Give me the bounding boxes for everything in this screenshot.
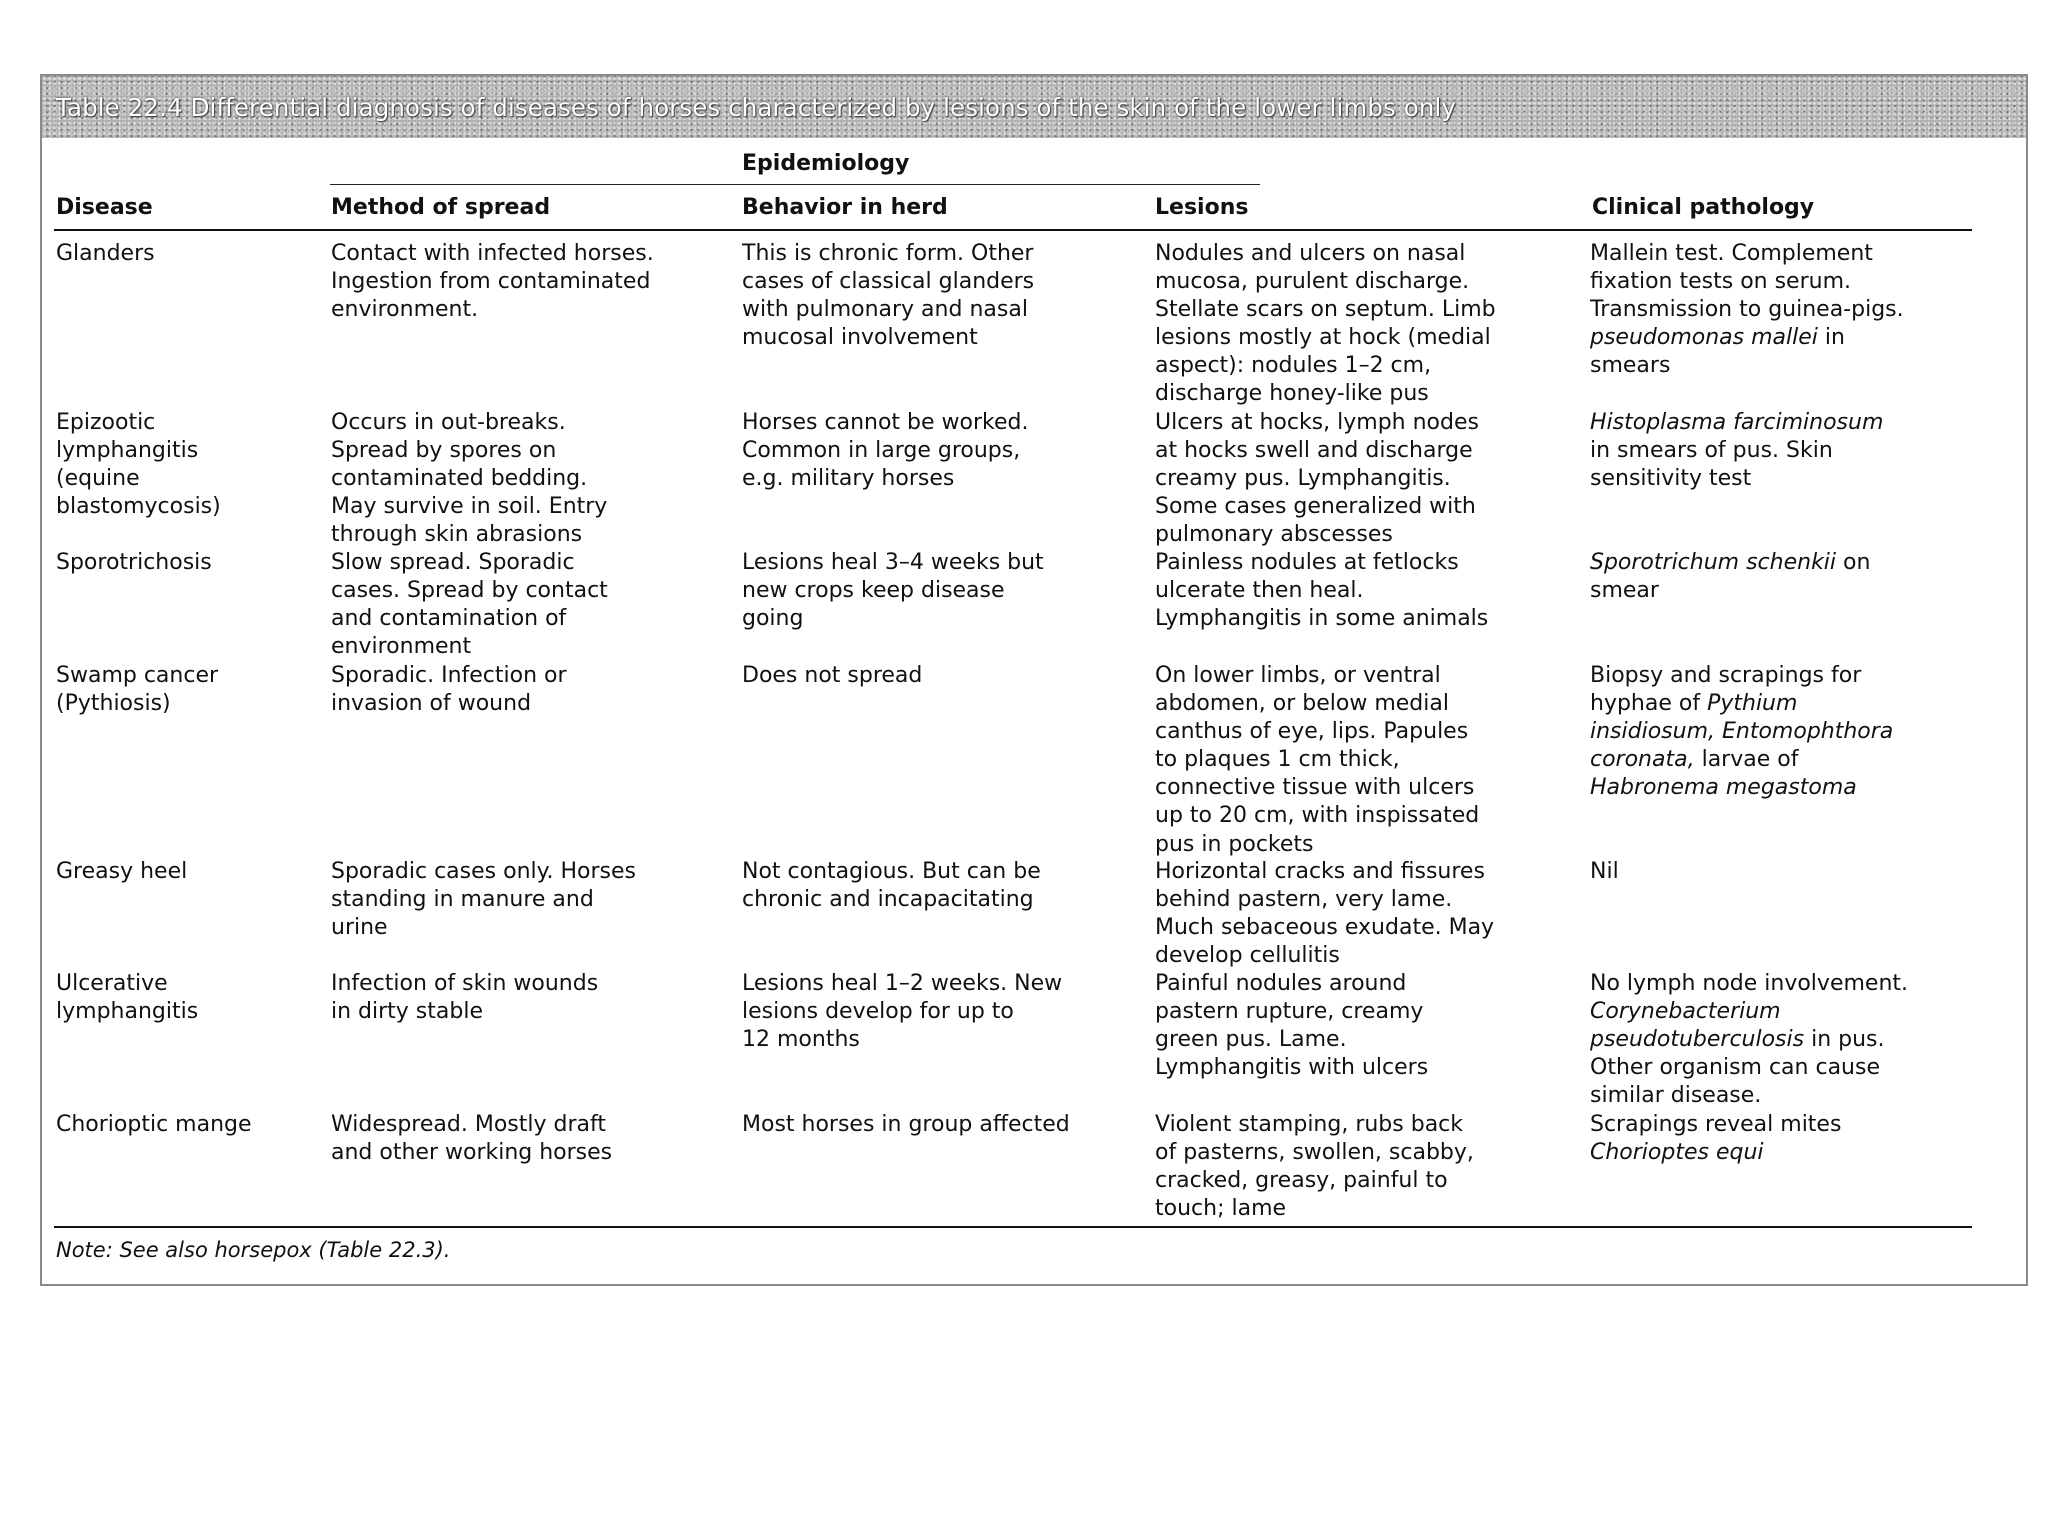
cell-line: creamy pus. Lymphangitis.	[1155, 466, 1451, 492]
cell-line: Does not spread	[742, 663, 923, 688]
cell-line: mucosa, purulent discharge.	[1155, 269, 1470, 295]
cell-line: (equine	[56, 466, 140, 492]
table-cell-disease	[56, 549, 212, 577]
cell-line: cases. Spread by contact	[331, 578, 608, 604]
cell-line: coronata, larvae of	[1590, 747, 1799, 773]
cell-line: Lesions heal 3–4 weeks but	[742, 550, 1044, 575]
cell-line: Habronema megastoma	[1590, 775, 1857, 801]
table-cell-disease	[56, 970, 198, 1026]
cell-line: connective tissue with ulcers	[1155, 775, 1475, 801]
cell-line: On lower limbs, or ventral	[1155, 663, 1441, 688]
table-cell-method	[331, 662, 567, 718]
table-cell-behavior	[742, 1111, 1070, 1139]
cell-line: Mallein test. Complement	[1590, 241, 1873, 266]
cell-line: Corynebacterium	[1590, 999, 1781, 1025]
cell-line: insidiosum, Entomophthora	[1590, 719, 1894, 745]
cell-line: Chorioptic mange	[56, 1112, 252, 1137]
table-cell-clinical	[1590, 1111, 1841, 1167]
epidemiology-underline	[330, 184, 1260, 185]
table-cell-behavior	[742, 858, 1041, 914]
cell-line: Some cases generalized with	[1155, 494, 1476, 520]
col-header-disease: Disease	[56, 195, 153, 220]
cell-line: cracked, greasy, painful to	[1155, 1168, 1448, 1194]
cell-line: develop cellulitis	[1155, 943, 1340, 969]
table-cell-behavior	[742, 409, 1028, 493]
cell-line: Transmission to guinea-pigs.	[1590, 297, 1904, 323]
col-header-lesions: Lesions	[1155, 195, 1249, 220]
table-cell-disease	[56, 1111, 252, 1139]
cell-line: to plaques 1 cm thick,	[1155, 747, 1400, 773]
cell-line: touch; lame	[1155, 1196, 1287, 1222]
table-cell-clinical	[1590, 970, 1908, 1110]
cell-line: lymphangitis	[56, 999, 199, 1025]
table-cell-method	[331, 409, 607, 549]
cell-line: green pus. Lame.	[1155, 1027, 1347, 1053]
cell-line: and other working horses	[331, 1140, 613, 1166]
table-cell-method	[331, 240, 654, 324]
cell-line: similar disease.	[1590, 1083, 1762, 1109]
cell-line: discharge honey-like pus	[1155, 381, 1429, 407]
cell-line: ulcerate then heal.	[1155, 578, 1364, 604]
table-title: Table 22.4 Differential diagnosis of diseases of horses characterized by lesions of the skin of the lower limbs only	[56, 92, 1456, 122]
cell-line: Greasy heel	[56, 859, 188, 884]
cell-line: Ingestion from contaminated	[331, 269, 651, 295]
table-cell-clinical	[1590, 549, 1870, 605]
cell-line: sensitivity test	[1590, 466, 1752, 492]
col-header-method: Method of spread	[331, 195, 551, 220]
table-cell-method	[331, 1111, 612, 1167]
cell-line: Sporotrichum schenkii on	[1590, 550, 1871, 575]
cell-line: e.g. military horses	[742, 466, 955, 492]
cell-line: lesions develop for up to	[742, 999, 1014, 1025]
table-cell-behavior	[742, 240, 1034, 352]
cell-line: fixation tests on serum.	[1590, 269, 1852, 295]
table-cell-lesions	[1155, 970, 1428, 1082]
table-cell-behavior	[742, 549, 1044, 633]
table-cell-clinical	[1590, 858, 1619, 886]
cell-line: pseudotuberculosis in pus.	[1590, 1027, 1885, 1053]
cell-line: blastomycosis)	[56, 494, 221, 520]
cell-line: This is chronic form. Other	[742, 241, 1034, 266]
table-cell-clinical	[1590, 240, 1904, 380]
cell-line: No lymph node involvement.	[1590, 971, 1909, 996]
cell-line: Lesions heal 1–2 weeks. New	[742, 971, 1063, 996]
table-cell-clinical	[1590, 409, 1883, 493]
cell-line: Sporadic. Infection or	[331, 663, 567, 688]
cell-line: invasion of wound	[331, 691, 532, 717]
table-cell-disease	[56, 409, 221, 521]
cell-line: chronic and incapacitating	[742, 887, 1034, 913]
table-cell-method	[331, 858, 636, 942]
cell-line: Occurs in out-breaks.	[331, 410, 566, 435]
table-cell-behavior	[742, 970, 1062, 1054]
cell-line: Horizontal cracks and fissures	[1155, 859, 1485, 884]
cell-line: Ulcerative	[56, 971, 168, 996]
cell-line: Nodules and ulcers on nasal	[1155, 241, 1466, 266]
col-header-behavior: Behavior in herd	[742, 195, 948, 220]
cell-line: Infection of skin wounds	[331, 971, 599, 996]
table-cell-method	[331, 549, 608, 661]
cell-line: up to 20 cm, with inspissated	[1155, 803, 1480, 829]
cell-line: lymphangitis	[56, 438, 199, 464]
table-cell-lesions	[1155, 409, 1479, 549]
cell-line: pus in pockets	[1155, 831, 1314, 857]
cell-line: Epizootic	[56, 410, 156, 435]
table-cell-method	[331, 970, 598, 1026]
cell-line: Sporotrichosis	[56, 550, 212, 575]
cell-line: contaminated bedding.	[331, 466, 588, 492]
cell-line: pseudomonas mallei in	[1590, 325, 1845, 351]
cell-line: going	[742, 606, 804, 632]
cell-line: Nil	[1590, 859, 1619, 884]
cell-line: with pulmonary and nasal	[742, 297, 1028, 323]
cell-line: Glanders	[56, 241, 155, 266]
cell-line: Common in large groups,	[742, 438, 1021, 464]
cell-line: Histoplasma farciminosum	[1590, 410, 1884, 435]
cell-line: cases of classical glanders	[742, 269, 1035, 295]
cell-line: at hocks swell and discharge	[1155, 438, 1473, 464]
cell-line: Lymphangitis with ulcers	[1155, 1055, 1429, 1081]
cell-line: canthus of eye, lips. Papules	[1155, 719, 1469, 745]
cell-line: urine	[331, 915, 388, 941]
cell-line: Biopsy and scrapings for	[1590, 663, 1862, 688]
table-bottom-rule	[54, 1226, 1972, 1228]
cell-line: Spread by spores on	[331, 438, 557, 464]
cell-line: Scrapings reveal mites	[1590, 1112, 1842, 1137]
col-header-clinical: Clinical pathology	[1592, 195, 1815, 220]
cell-line: pulmonary abscesses	[1155, 522, 1393, 548]
table-cell-disease	[56, 662, 218, 718]
cell-line: Lymphangitis in some animals	[1155, 606, 1489, 632]
cell-line: in dirty stable	[331, 999, 483, 1025]
cell-line: (Pythiosis)	[56, 691, 171, 717]
cell-line: new crops keep disease	[742, 578, 1005, 604]
table-note: Note: See also horsepox (Table 22.3).	[56, 1238, 451, 1262]
table-title-bar	[42, 76, 2026, 138]
cell-line: mucosal involvement	[742, 325, 978, 351]
table-cell-lesions	[1155, 240, 1496, 409]
cell-line: Most horses in group affected	[742, 1112, 1070, 1137]
cell-line: and contamination of	[331, 606, 567, 632]
cell-line: smear	[1590, 578, 1659, 604]
cell-line: Ulcers at hocks, lymph nodes	[1155, 410, 1479, 435]
table-cell-clinical	[1590, 662, 1893, 802]
table-cell-lesions	[1155, 662, 1479, 859]
cell-line: of pasterns, swollen, scabby,	[1155, 1140, 1474, 1166]
cell-line: pastern rupture, creamy	[1155, 999, 1424, 1025]
header-bottom-rule	[54, 229, 1972, 231]
cell-line: Slow spread. Sporadic	[331, 550, 575, 575]
table-cell-behavior	[742, 662, 922, 690]
cell-line: Contact with infected horses.	[331, 241, 654, 266]
cell-line: May survive in soil. Entry	[331, 494, 608, 520]
cell-line: hyphae of Pythium	[1590, 691, 1798, 717]
cell-line: Swamp cancer	[56, 663, 219, 688]
cell-line: in smears of pus. Skin	[1590, 438, 1833, 464]
cell-line: Stellate scars on septum. Limb	[1155, 297, 1496, 323]
cell-line: Painless nodules at fetlocks	[1155, 550, 1459, 575]
table-cell-disease	[56, 858, 187, 886]
cell-line: Horses cannot be worked.	[742, 410, 1029, 435]
table-cell-lesions	[1155, 549, 1488, 633]
cell-line: environment.	[331, 297, 479, 323]
cell-line: Chorioptes equi	[1590, 1140, 1764, 1166]
cell-line: Much sebaceous exudate. May	[1155, 915, 1495, 941]
table-cell-lesions	[1155, 858, 1494, 970]
cell-line: Painful nodules around	[1155, 971, 1407, 996]
cell-line: behind pastern, very lame.	[1155, 887, 1453, 913]
cell-line: through skin abrasions	[331, 522, 583, 548]
cell-line: Other organism can cause	[1590, 1055, 1880, 1081]
cell-line: abdomen, or below medial	[1155, 691, 1449, 717]
table-cell-disease	[56, 240, 155, 268]
cell-line: smears	[1590, 353, 1671, 379]
cell-line: Widespread. Mostly draft	[331, 1112, 606, 1137]
cell-line: lesions mostly at hock (medial	[1155, 325, 1491, 351]
cell-line: Sporadic cases only. Horses	[331, 859, 637, 884]
group-header-epidemiology: Epidemiology	[742, 151, 910, 176]
cell-line: Violent stamping, rubs back	[1155, 1112, 1464, 1137]
cell-line: environment	[331, 634, 472, 660]
cell-line: 12 months	[742, 1027, 860, 1053]
cell-line: aspect): nodules 1–2 cm,	[1155, 353, 1432, 379]
cell-line: standing in manure and	[331, 887, 594, 913]
table-cell-lesions	[1155, 1111, 1474, 1223]
cell-line: Not contagious. But can be	[742, 859, 1041, 884]
